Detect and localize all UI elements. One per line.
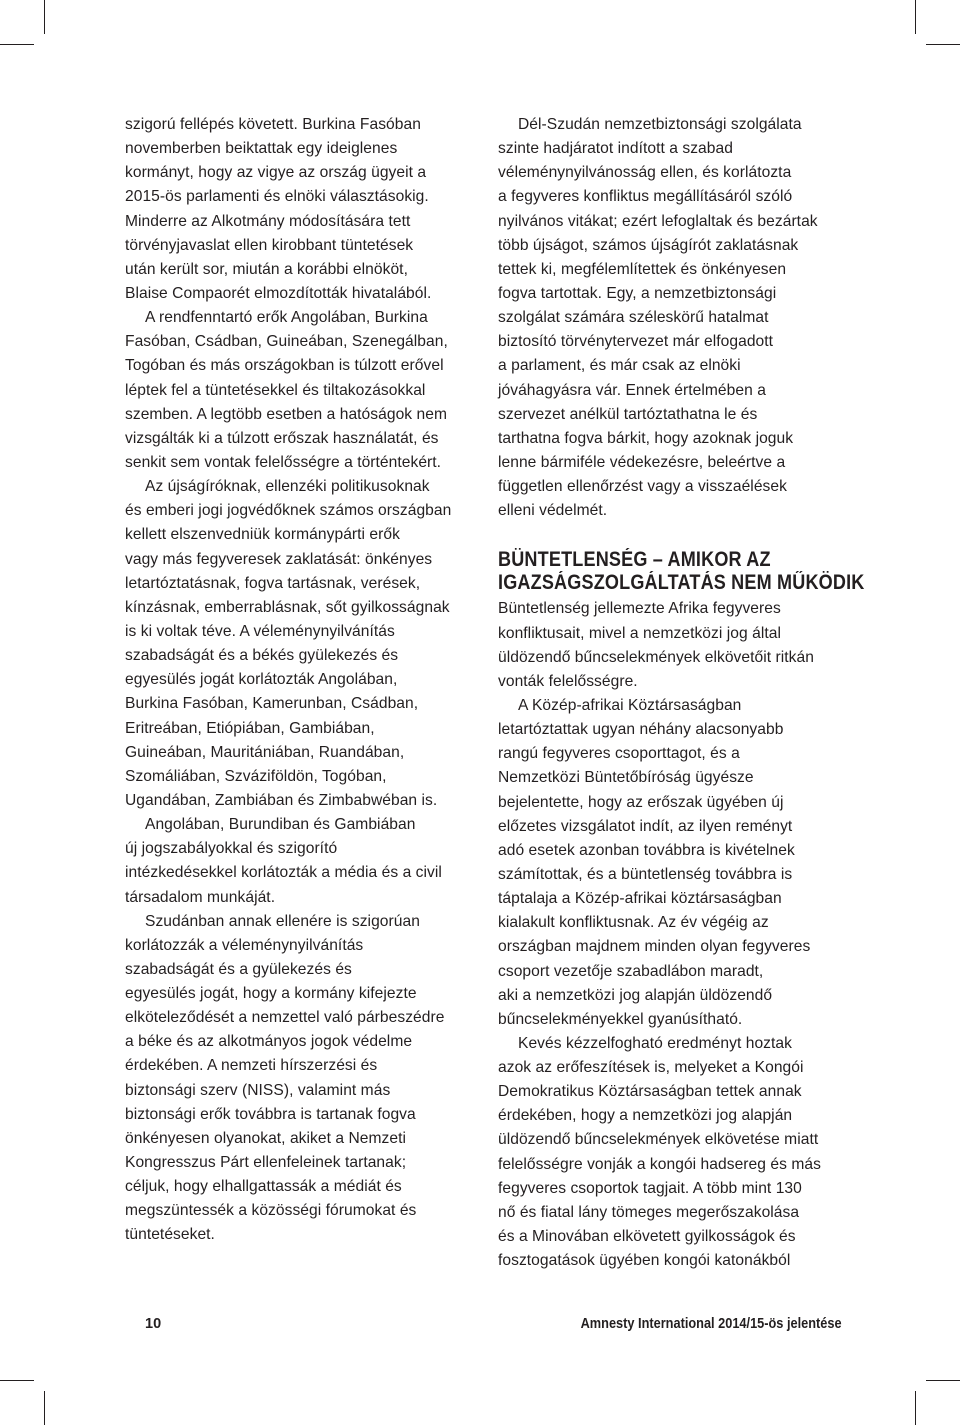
text-line: adó esetek azonban továbbra is kivételnek	[498, 841, 795, 859]
text-line: lenne bármiféle védekezésre, beleértve a	[498, 453, 786, 471]
text-line: országban majdnem minden olyan fegyveres	[498, 938, 811, 956]
text-line: fogva tartottak. Egy, a nemzetbiztonsági	[498, 284, 777, 302]
text-line: számítottak, és a büntetlenség továbbra is	[498, 865, 793, 883]
text-line: és emberi jogi jogvédőknek számos országban	[125, 502, 452, 520]
text-line: A Közép-afrikai Köztársaságban	[518, 696, 742, 714]
crop-mark-top-right-horizontal	[926, 44, 960, 45]
text-line: jóváhagyásra vár. Ennek értelmében a	[498, 381, 766, 399]
text-line: léptek fel a tüntetésekkel és tiltakozásokkal	[125, 381, 426, 399]
text-line: egyesülés jogát, hogy a kormány kifejezte	[125, 985, 417, 1003]
text-line: kínzásnak, emberrablásnak, sőt gyilkosságnak	[125, 598, 450, 616]
right-column-top-text	[498, 113, 843, 523]
text-line: Angolában, Burundiban és Gambiában	[145, 816, 416, 834]
text-line: felelősségre vonják a kongói hadsereg és más	[498, 1155, 821, 1173]
text-line: kellett elszenvedniük kormánypárti erők	[125, 526, 400, 544]
text-line: Minderre az Alkotmány módosítására tett	[125, 212, 411, 230]
text-line: üldözendő bűncselekmények elkövetőit ritkán	[498, 648, 814, 666]
text-line: fegyveres csoportok tagjait. A több mint 130	[498, 1179, 802, 1197]
crop-mark-bottom-left-horizontal	[0, 1380, 34, 1381]
text-line: bűncselekményekkel gyanúsítható.	[498, 1010, 743, 1028]
text-line: szabadságát és a békés gyülekezés és	[125, 647, 399, 665]
text-line: érdekében. A nemzeti hírszerzési és	[125, 1057, 378, 1075]
text-line: Burkina Fasóban, Kamerunban, Csádban,	[125, 695, 419, 713]
right-column-bottom-text	[498, 597, 843, 1273]
text-line: vagy más fegyveresek zaklatását: önkényes	[125, 550, 433, 568]
text-line: szabadságát és a gyülekezés és	[125, 960, 352, 978]
report-title: Amnesty International 2014/15-ös jelentése	[581, 1316, 842, 1332]
section-heading	[498, 548, 865, 595]
text-line: törvényjavaslat ellen kirobbant tüntetések	[125, 236, 414, 254]
text-line: Eritreában, Etiópiában, Gambiában,	[125, 719, 375, 737]
text-line: elköteleződését a nemzettel való párbeszédre	[125, 1009, 445, 1027]
right-text-column	[498, 113, 865, 1273]
text-line: után került sor, miután a korábbi elnököt,	[125, 260, 408, 278]
text-line: táptalaja a Közép-afrikai köztársaságban	[498, 890, 782, 908]
text-line: érdekében, hogy a nemzetközi jog alapján	[498, 1107, 793, 1125]
text-line: biztosító törvénytervezet már elfogadott	[498, 333, 774, 351]
text-line: kormányt, hogy az vigye az ország ügyeit a	[125, 164, 427, 182]
text-line: tettek ki, megfélemlítettek és önkényesen	[498, 260, 787, 278]
text-line: véleménynyilvánosság ellen, és korlátozta	[498, 164, 792, 182]
text-line: a fegyveres konfliktus megállításáról szóló	[498, 188, 793, 206]
text-line: csoport vezetője szabadlábon maradt,	[498, 962, 764, 980]
text-line: Szudánban annak ellenére is szigorúan	[145, 912, 420, 930]
text-line: Ugandában, Zambiában és Zimbabwéban is.	[125, 791, 438, 809]
text-line: a parlament, és már csak az elnöki	[498, 357, 741, 375]
text-line: Fasóban, Csádban, Guineában, Szenegálban,	[125, 333, 448, 351]
text-line: tüntetéseket.	[125, 1226, 215, 1244]
text-line: rangú fegyveres csoporttagot, és a	[498, 745, 740, 763]
text-line: Nemzetközi Büntetőbíróság ügyésze	[498, 769, 754, 787]
text-line: üldözendő bűncselekmények elkövetése miatt	[498, 1131, 819, 1149]
crop-mark-bottom-right-horizontal	[926, 1380, 960, 1381]
text-line: és a Minovában elkövetett gyilkosságok és	[498, 1228, 796, 1246]
text-line: konfliktusait, mivel a nemzetközi jog által	[498, 624, 781, 642]
text-line: társadalom munkáját.	[125, 888, 276, 906]
text-line: aki a nemzetközi jog alapján üldözendő	[498, 986, 773, 1004]
text-line: senkit sem vontak felelősségre a történtekért.	[125, 453, 442, 471]
text-line: azok az erőfeszítések is, melyeket a Kongói	[498, 1059, 804, 1077]
text-line: Kevés kézzelfogható eredményt hoztak	[518, 1034, 792, 1052]
text-line: független ellenőrzést vagy a visszaélések	[498, 478, 787, 496]
text-line: egyesülés jogát korlátozták Angolában,	[125, 671, 398, 689]
text-line: novemberben beiktattak egy ideiglenes	[125, 140, 398, 158]
text-line: előzetes vizsgálatot indít, az ilyen reményt	[498, 817, 793, 835]
text-line: Guineában, Mauritániában, Ruandában,	[125, 743, 405, 761]
left-text-column	[125, 113, 480, 1248]
text-line: önkényesen olyanokat, akiket a Nemzeti	[125, 1129, 407, 1147]
text-line: vizsgálták ki a túlzott erőszak használatát, és	[125, 429, 439, 447]
crop-mark-top-left-horizontal	[0, 44, 34, 45]
text-line: nő és fiatal lány tömeges megerőszakolása	[498, 1203, 800, 1221]
section-heading-line-1: BÜNTETLENSÉG – AMIKOR AZ	[498, 548, 771, 572]
text-line: biztonsági szerv (NISS), valamint más	[125, 1081, 391, 1099]
text-line: céljuk, hogy elhallgattassák a médiát és	[125, 1178, 402, 1196]
text-line: nyilvános vitákat; ezért lefoglaltak és bezártak	[498, 212, 818, 230]
crop-mark-top-right-vertical	[915, 0, 916, 34]
text-line: korlátozzák a véleménynyilvánítás	[125, 936, 364, 954]
text-line: biztonsági erők továbbra is tartanak fogva	[125, 1105, 416, 1123]
text-line: szemben. A legtöbb esetben a hatóságok nem	[125, 405, 447, 423]
text-line: Az újságíróknak, ellenzéki politikusoknak	[145, 478, 430, 496]
text-line: bejelentette, hogy az erőszak ügyében új	[498, 793, 784, 811]
crop-mark-bottom-right-vertical	[915, 1391, 916, 1425]
text-line: 2015-ös parlamenti és elnöki választásokig.	[125, 188, 429, 206]
text-line: Szomáliában, Szváziföldön, Togóban,	[125, 767, 387, 785]
text-line: több újságot, számos újságírót zaklatásnak	[498, 236, 799, 254]
text-line: intézkedésekkel korlátozták a média és a civil	[125, 864, 442, 882]
text-line: szervezet anélkül tartóztathatna le és	[498, 405, 758, 423]
text-line: is ki voltak téve. A véleménynyilvánítás	[125, 622, 395, 640]
text-line: tarthatna fogva bárkit, hogy azoknak joguk	[498, 429, 794, 447]
text-line: új jogszabályokkal és szigorító	[125, 840, 338, 858]
section-heading-line-2: IGAZSÁGSZOLGÁLTATÁS NEM MŰKÖDIK	[498, 571, 865, 595]
text-line: szigorú fellépés követett. Burkina Fasóban	[125, 116, 421, 133]
text-line: Blaise Compaorét elmozdították hivatalából.	[125, 284, 432, 302]
text-line: kialakult konfliktusnak. Az év végéig az	[498, 914, 769, 932]
text-line: szinte hadjáratot indított a szabad	[498, 140, 733, 158]
text-line: a béke és az alkotmányos jogok védelme	[125, 1033, 413, 1051]
text-line: A rendfenntartó erők Angolában, Burkina	[145, 309, 428, 327]
text-line: Kongresszus Párt ellenfeleinek tartanak;	[125, 1154, 407, 1172]
text-line: Togóban és más országokban is túlzott erővel	[125, 357, 444, 375]
text-line: letartóztattak ugyan néhány alacsonyabb	[498, 721, 784, 739]
crop-mark-top-left-vertical	[44, 0, 45, 34]
text-line: szolgálat számára széleskörű hatalmat	[498, 309, 769, 327]
text-line: Demokratikus Köztársaságban tettek annak	[498, 1083, 802, 1101]
text-line: fosztogatások ügyében kongói katonákból	[498, 1252, 791, 1270]
text-line: elleni védelmét.	[498, 502, 608, 520]
page-number: 10	[145, 1316, 162, 1332]
text-line: vonták felelősségre.	[498, 672, 638, 690]
text-line: megszüntessék a közösségi fórumokat és	[125, 1202, 417, 1220]
crop-mark-bottom-left-vertical	[44, 1391, 45, 1425]
text-line: letartóztatásnak, fogva tartásnak, verések,	[125, 574, 421, 592]
text-line: Büntetlenség jellemezte Afrika fegyveres	[498, 600, 781, 618]
text-line: Dél-Szudán nemzetbiztonsági szolgálata	[518, 116, 802, 133]
